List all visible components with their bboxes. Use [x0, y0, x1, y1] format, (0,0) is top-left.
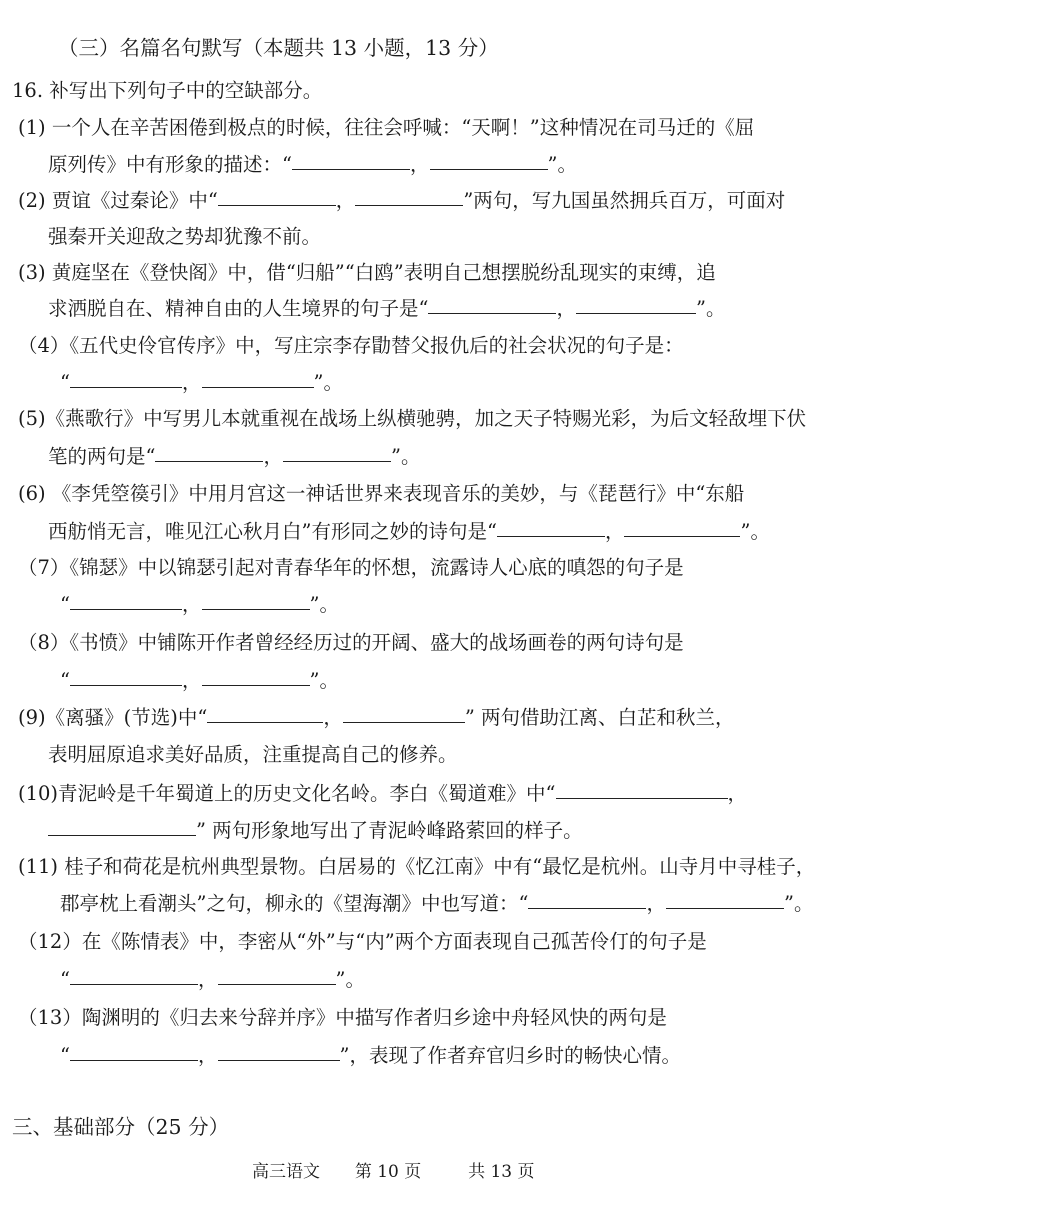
- item-12-line-2: “ ， ”。: [60, 968, 365, 991]
- item-10-line-2: ” 两句形象地写出了青泥岭峰路萦回的样子。: [48, 816, 848, 846]
- answer-blank[interactable]: [70, 608, 182, 610]
- answer-blank[interactable]: [202, 386, 314, 388]
- item-6-line-2: 西舫悄无言，唯见江心秋月白”有形同之妙的诗句是“ ， ”。: [48, 520, 770, 543]
- item-3-line-2: 求洒脱自在、精神自由的人生境界的句子是“ ， ”。: [48, 297, 726, 320]
- answer-blank[interactable]: [430, 168, 548, 170]
- item-12-line-1: （12）在《陈情表》中，李密从“外”与“内”两个方面表现自己孤苦伶仃的句子是: [18, 930, 707, 953]
- item-10-line-1: (10)青泥岭是千年蜀道上的历史文化名岭。李白《蜀道难》中“ ，: [18, 782, 748, 805]
- answer-blank[interactable]: [556, 797, 728, 799]
- answer-blank[interactable]: [207, 721, 323, 723]
- item-4-line-1: （4）《五代史伶官传序》中，写庄宗李存勖替父报仇后的社会状况的句子是：: [18, 334, 684, 357]
- answer-blank[interactable]: [218, 1059, 340, 1061]
- answer-blank[interactable]: [528, 907, 646, 909]
- page-footer: [252, 1157, 1052, 1187]
- answer-blank[interactable]: [202, 608, 310, 610]
- answer-blank[interactable]: [155, 460, 263, 462]
- part-three-heading: 三、基础部分（25 分）: [12, 1115, 230, 1139]
- item-8-line-2: “ ， ”。: [60, 669, 339, 692]
- item-1-line-2: 原列传》中有形象的描述：“ ， ”。: [48, 153, 577, 176]
- answer-blank[interactable]: [355, 204, 463, 206]
- question-instruction: 补写出下列句子中的空缺部分。: [49, 79, 323, 102]
- answer-blank[interactable]: [283, 460, 391, 462]
- answer-blank[interactable]: [666, 907, 784, 909]
- item-1-line-1: (1) 一个人在辛苦困倦到极点的时候，往往会呼喊：“天啊！”这种情况在司马迁的《屈: [18, 116, 755, 139]
- answer-blank[interactable]: [576, 312, 696, 314]
- item-8-line-1: （8）《书愤》中铺陈开作者曾经经历过的开阔、盛大的战场画卷的两句诗句是: [18, 631, 684, 654]
- item-7-line-1: （7）《锦瑟》中以锦瑟引起对青春华年的怀想，流露诗人心底的嗔怨的句子是: [18, 556, 684, 579]
- answer-blank[interactable]: [70, 983, 198, 985]
- answer-blank[interactable]: [497, 535, 605, 537]
- answer-blank[interactable]: [48, 834, 196, 836]
- answer-blank[interactable]: [218, 983, 336, 985]
- item-5-line-2: 笔的两句是“ ， ”。: [48, 445, 421, 468]
- item-4-line-2: “ ， ”。: [60, 371, 343, 394]
- item-2-line-2: 强秦开关迎敌之势却犹豫不前。: [48, 225, 322, 248]
- answer-blank[interactable]: [218, 204, 336, 206]
- item-2-line-1: (2) 贾谊《过秦论》中“ ， ”两句，写九国虽然拥兵百万，可面对: [18, 189, 786, 212]
- question-16-stem: [12, 76, 812, 106]
- answer-blank[interactable]: [624, 535, 740, 537]
- item-9-line-1: (9)《离骚》(节选)中“ ， ” 两句借助江离、白芷和秋兰，: [18, 706, 735, 729]
- question-number: 16.: [12, 79, 44, 102]
- footer-subject: 高三语文: [252, 1162, 320, 1182]
- answer-blank[interactable]: [70, 1059, 198, 1061]
- item-6-line-1: (6) 《李凭箜篌引》中用月宫这一神话世界来表现音乐的美妙，与《琵琶行》中“东船: [18, 482, 745, 505]
- item-9-line-2: 表明屈原追求美好品质，注重提高自己的修养。: [48, 743, 458, 766]
- answer-blank[interactable]: [292, 168, 410, 170]
- item-5-line-1: (5)《燕歌行》中写男儿本就重视在战场上纵横驰骋，加之天子特赐光彩，为后文轻敌埋下伏: [18, 407, 807, 430]
- answer-blank[interactable]: [428, 312, 556, 314]
- answer-blank[interactable]: [343, 721, 465, 723]
- item-13-line-2: “ ， ”，表现了作者弃官归乡时的畅快心情。: [60, 1044, 681, 1067]
- answer-blank[interactable]: [202, 684, 310, 686]
- item-3-line-1: (3) 黄庭坚在《登快阁》中，借“归船”“白鸥”表明自己想摆脱纷乱现实的束缚，追: [18, 261, 716, 284]
- item-7-line-2: “ ， ”。: [60, 593, 339, 616]
- item-13-line-1: （13）陶渊明的《归去来兮辞并序》中描写作者归乡途中舟轻风快的两句是: [18, 1006, 667, 1029]
- answer-blank[interactable]: [70, 684, 182, 686]
- footer-page-number: 第 10 页: [354, 1162, 422, 1182]
- section-header: （三）名篇名句默写（本题共 13 小题，13 分）: [58, 36, 499, 60]
- answer-blank[interactable]: [70, 386, 182, 388]
- item-11-line-2: 郡亭枕上看潮头”之句，柳永的《望海潮》中也写道：“ ， ”。: [60, 892, 814, 915]
- footer-total-pages: 共 13 页: [468, 1162, 535, 1182]
- item-11-line-1: (11) 桂子和荷花是杭州典型景物。白居易的《忆江南》中有“最忆是杭州。山寺月中寻桂子，: [18, 855, 816, 878]
